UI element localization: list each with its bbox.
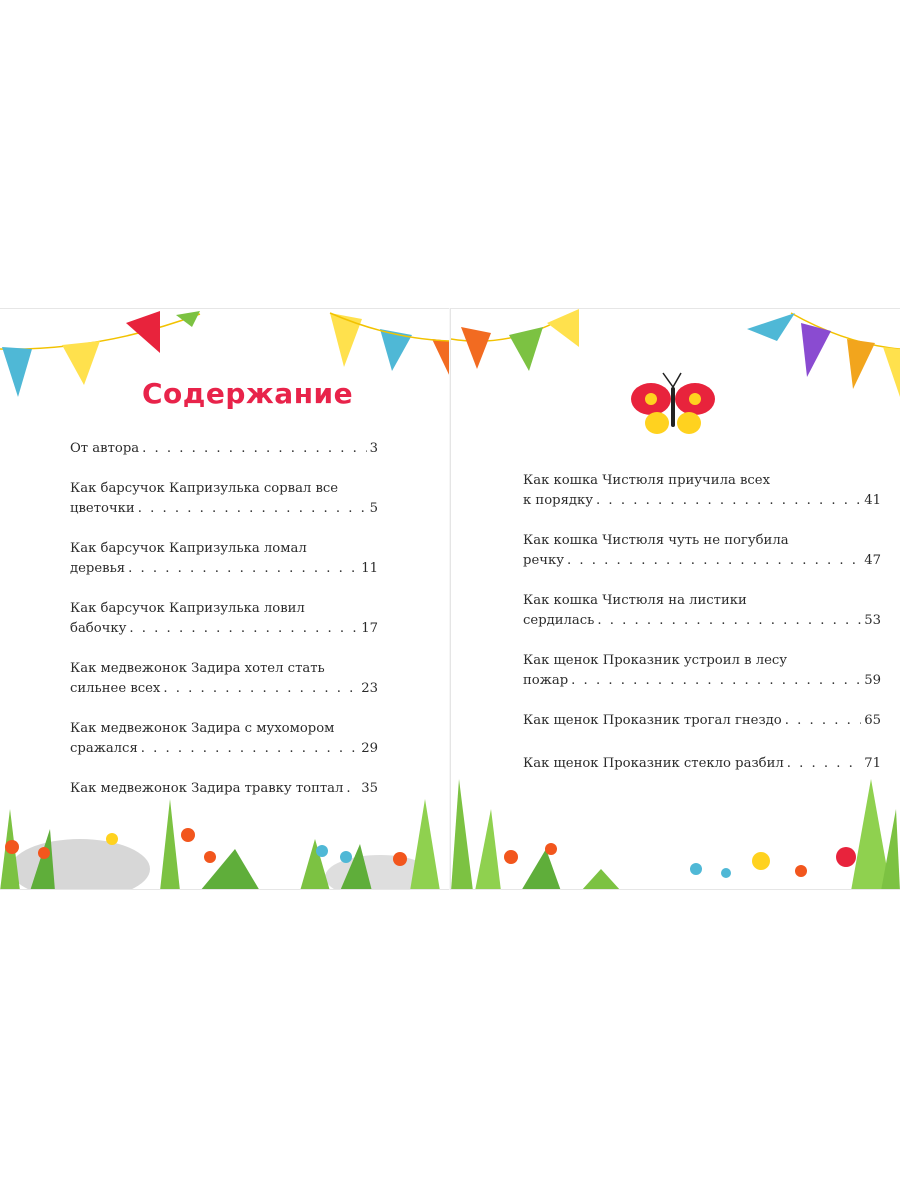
toc-list-left	[70, 439, 378, 799]
toc-entry[interactable]	[70, 539, 378, 579]
toc-page-number: 35	[361, 781, 378, 796]
toc-entry-line: Как медвежонок Задира с мухомором	[70, 721, 335, 736]
dot-leader	[141, 739, 358, 759]
dot-leader	[567, 551, 861, 571]
toc-entry-line: Как медвежонок Задира хотел стать	[70, 661, 325, 676]
toc-entry-text: Как щенок Проказник трогал гнездо	[523, 713, 782, 728]
toc-page-number: 3	[369, 441, 378, 456]
toc-page-number: 53	[864, 613, 881, 628]
toc-entry-text: Как щенок Проказник стекло разбил	[523, 756, 784, 771]
toc-page-number: 17	[361, 621, 378, 636]
toc-entry-line: Как кошка Чистюля на листики	[523, 593, 747, 608]
toc-entry-line: Как барсучок Капризулька ловил	[70, 601, 305, 616]
toc-entry-text: сражался	[70, 741, 138, 756]
dot-leader	[163, 679, 358, 699]
toc-entry-text: бабочку	[70, 621, 127, 636]
dot-leader	[787, 754, 861, 774]
toc-entry-text: Как медвежонок Задира травку топтал	[70, 781, 344, 796]
toc-entry[interactable]	[70, 439, 378, 459]
grass-and-flowers-icon	[451, 779, 900, 890]
page-title: Содержание	[142, 377, 354, 410]
dot-leader	[597, 611, 861, 631]
toc-entry[interactable]	[70, 659, 378, 699]
toc-entry-text: сильнее всех	[70, 681, 161, 696]
toc-page-number: 41	[864, 493, 881, 508]
dot-leader	[138, 499, 367, 519]
toc-entry-text: речку	[523, 553, 564, 568]
toc-entry-text: к порядку	[523, 493, 594, 508]
toc-page-number: 59	[864, 673, 881, 688]
left-page	[0, 308, 451, 890]
toc-page-number: 23	[361, 681, 378, 696]
toc-entry-text: деревья	[70, 561, 126, 576]
toc-entry[interactable]	[523, 471, 881, 511]
toc-entry-line: Как кошка Чистюля чуть не погубила	[523, 533, 789, 548]
toc-page-number: 47	[864, 553, 881, 568]
butterfly-icon	[631, 373, 715, 434]
dot-leader	[129, 619, 358, 639]
dot-leader	[128, 559, 358, 579]
toc-page-number: 71	[864, 756, 881, 771]
toc-page-number: 29	[361, 741, 378, 756]
toc-entry-line: Как кошка Чистюля приучила всех	[523, 473, 771, 488]
toc-entry[interactable]	[523, 531, 881, 571]
toc-list-right	[523, 471, 881, 794]
toc-entry[interactable]	[70, 719, 378, 759]
toc-entry[interactable]	[70, 479, 378, 519]
toc-entry[interactable]	[70, 599, 378, 639]
toc-page-number: 5	[369, 501, 378, 516]
dot-leader	[571, 671, 861, 691]
toc-entry-text: пожар	[523, 673, 569, 688]
book-spread	[0, 308, 900, 890]
toc-page-number: 11	[361, 561, 378, 576]
toc-entry-line: Как барсучок Капризулька сорвал все	[70, 481, 339, 496]
toc-entry-line: Как щенок Проказник устроил в лесу	[523, 653, 788, 668]
toc-entry[interactable]	[523, 711, 881, 731]
toc-entry-text: От автора	[70, 441, 140, 456]
dot-leader	[346, 779, 358, 799]
toc-entry-text: цветочки	[70, 501, 135, 516]
toc-entry[interactable]	[523, 651, 881, 691]
toc-entry-line: Как барсучок Капризулька ломал	[70, 541, 307, 556]
toc-entry-text: сердилась	[523, 613, 595, 628]
dot-leader	[142, 439, 366, 459]
toc-entry[interactable]	[523, 754, 881, 774]
dot-leader	[785, 711, 862, 731]
toc-entry[interactable]	[70, 779, 378, 799]
grass-and-flowers-icon	[0, 799, 440, 890]
toc-entry[interactable]	[523, 591, 881, 631]
toc-page-number: 65	[864, 713, 881, 728]
right-page	[451, 308, 900, 890]
dot-leader	[596, 491, 861, 511]
